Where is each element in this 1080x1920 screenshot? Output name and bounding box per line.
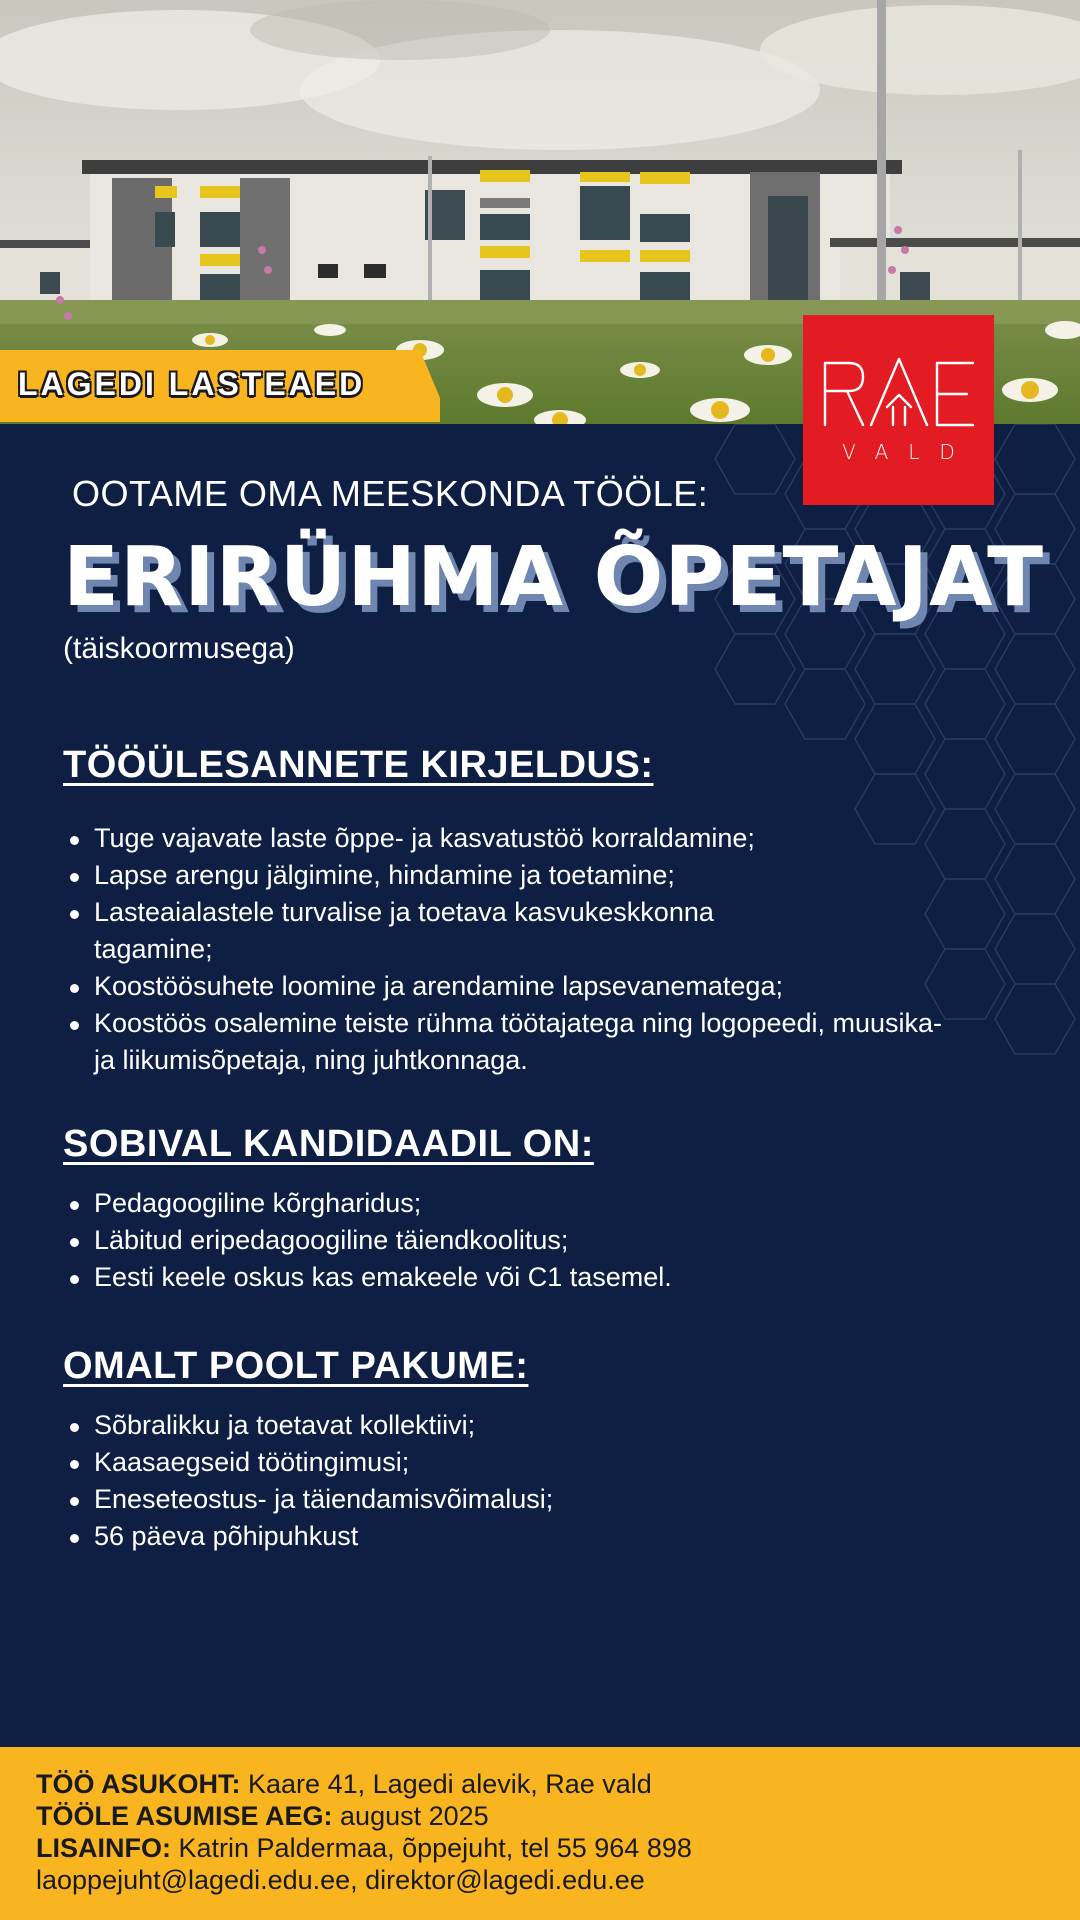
logo-subtitle: VALD xyxy=(842,440,975,464)
list-item: Eesti keele oskus kas emakeele või C1 tasemel. xyxy=(63,1259,1023,1296)
job-title: ERIRÜHMA ÕPETAJAT xyxy=(63,530,1045,625)
list-item: Lasteaialastele turvalise ja toetava kasvukeskkonna tagamine; xyxy=(63,894,1023,968)
info-value: Katrin Paldermaa, õppejuht, tel 55 964 898 xyxy=(178,1833,692,1863)
list-item: Lapse arengu jälgimine, hindamine ja toetamine; xyxy=(63,857,1023,894)
list-item: Eneseteostus- ja täiendamisvõimalusi; xyxy=(63,1481,1023,1518)
list-item: 56 päeva põhipuhkust xyxy=(63,1518,1023,1555)
info-label: LISAINFO: xyxy=(36,1833,171,1863)
intro-text: OOTAME OMA MEESKONDA TÖÖLE: xyxy=(72,473,709,514)
offer-list xyxy=(63,1407,1023,1555)
requirements-list xyxy=(63,1185,1023,1296)
requirements-heading: SOBIVAL KANDIDAADIL ON: xyxy=(63,1123,594,1165)
logo-lettering xyxy=(803,315,994,440)
list-item: Kaasaegseid töötingimusi; xyxy=(63,1444,1023,1481)
list-item: Koostöösuhete loomine ja arendamine lapsevanematega; xyxy=(63,968,1023,1005)
duties-list xyxy=(63,820,1023,1079)
start-date-value: august 2025 xyxy=(340,1801,489,1831)
list-item: Pedagoogiline kõrgharidus; xyxy=(63,1185,1023,1222)
list-item: Sõbralikku ja toetavat kollektiivi; xyxy=(63,1407,1023,1444)
location-label: TÖÖ ASUKOHT: xyxy=(36,1769,241,1799)
start-date-label: TÖÖLE ASUMISE AEG: xyxy=(36,1801,333,1831)
school-name-banner xyxy=(0,350,440,422)
duties-heading: TÖÖÜLESANNETE KIRJELDUS: xyxy=(63,744,654,786)
location-row xyxy=(36,1769,652,1800)
list-item: Tuge vajavate laste õppe- ja kasvatustöö korraldamine; xyxy=(63,820,1023,857)
list-item: Läbitud eripedagoogiline täiendkoolitus; xyxy=(63,1222,1023,1259)
contact-footer xyxy=(0,1747,1080,1920)
workload-note: (täiskoormusega) xyxy=(63,632,295,665)
location-value: Kaare 41, Lagedi alevik, Rae vald xyxy=(248,1769,652,1799)
list-item: Koostöös osalemine teiste rühma töötajatega ning logopeedi, muusika- ja liikumisõpetaja, ning juhtkonnaga. xyxy=(63,1005,1023,1079)
email-addresses[interactable]: laoppejuht@lagedi.edu.ee, direktor@lagedi.edu.ee xyxy=(36,1865,645,1895)
rae-vald-logo xyxy=(803,315,994,505)
offer-heading: OMALT POOLT PAKUME: xyxy=(63,1345,529,1387)
start-date-row xyxy=(36,1801,489,1832)
info-row xyxy=(36,1833,692,1864)
school-name: LAGEDI LASTEAED xyxy=(18,366,366,402)
